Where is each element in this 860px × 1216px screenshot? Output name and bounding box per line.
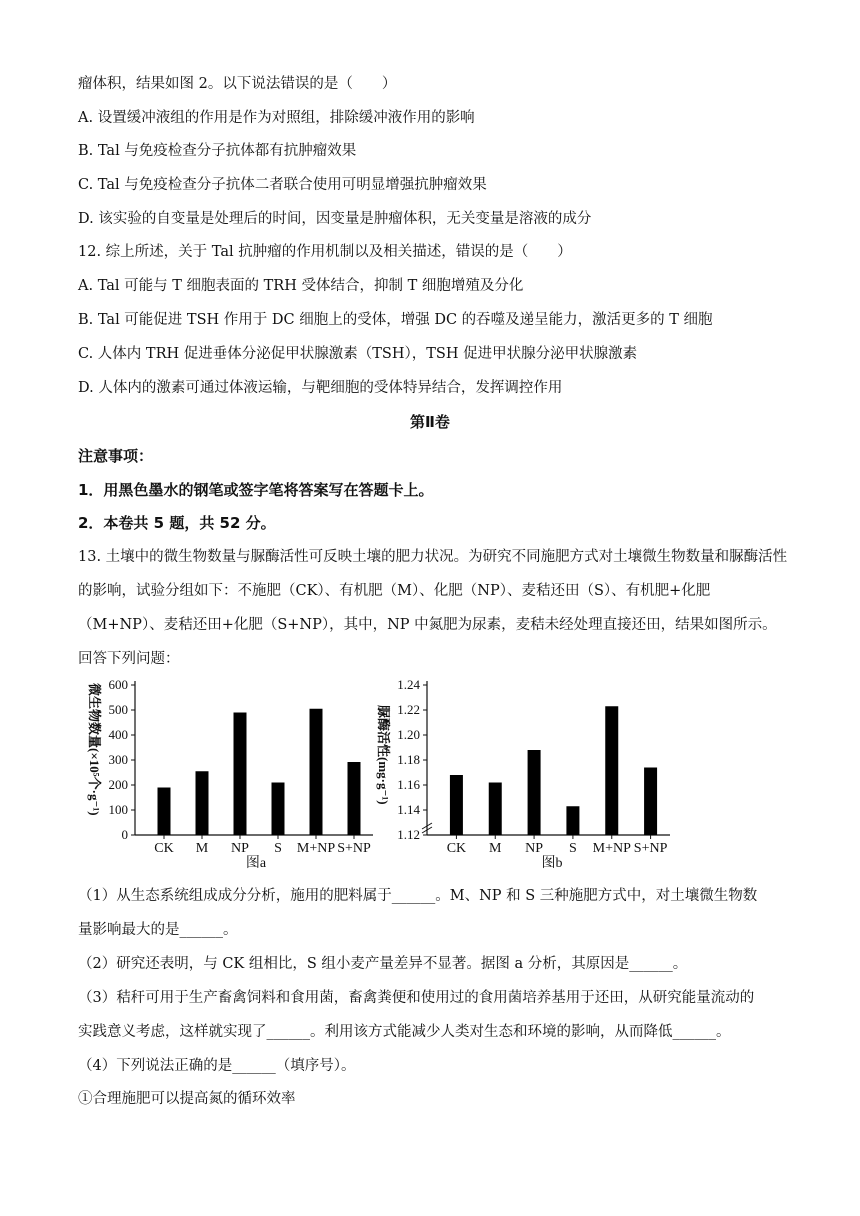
bar [528, 750, 541, 835]
chart-a-title: 图a [245, 856, 267, 871]
option-a: A. 设置缓冲液组的作用是作为对照组，排除缓冲液作用的影响 [78, 110, 475, 126]
question-13-stem: 13. 土壤中的微生物数量与脲酶活性可反映土壤的肥力状况。为研究不同施肥方式对土壤微生物数量和脲酶活性的影响，试验分组如下：不施肥（CK）、有机肥（M）、化肥（NP）、麦秸还田（S）、有机肥+化肥（M+NP）、麦秸还田+化肥（S+NP），其中，NP 中氮肥为尿素，麦秸未经处理直接还田，结果如图所示。回答下列问题： [78, 549, 788, 667]
option-c: C. Tal 与免疫检查分子抗体二者联合使用可明显增强抗肿瘤效果 [78, 177, 487, 193]
x-tick-label: M [195, 841, 209, 856]
q12-option-c: C. 人体内 TRH 促进垂体分泌促甲状腺激素（TSH），TSH 促进甲状腺分泌甲状腺激素 [78, 346, 638, 362]
q13-part-3a: （3）秸秆可用于生产畜禽饲料和食用菌，畜禽粪便和使用过的食用菌培养基用于还田，从研究能量流动的 [78, 990, 755, 1006]
option-d: D. 该实验的自变量是处理后的时间，因变量是肿瘤体积，无关变量是溶液的成分 [78, 211, 592, 227]
y-tick-label: 400 [108, 727, 128, 742]
q13-part-3b: 实践意义考虑，这样就实现了______。利用该方式能减少人类对生态和环境的影响，从而降低______。 [78, 1024, 731, 1040]
q12-option-b: B. Tal 可能促进 TSH 作用于 DC 细胞上的受体，增强 DC 的吞噬及递呈能力，激活更多的 T 细胞 [78, 312, 713, 328]
section-title: 第Ⅱ卷 [410, 413, 450, 431]
bar [196, 771, 209, 835]
x-tick-label: S [274, 841, 282, 856]
x-tick-label: S+NP [633, 841, 668, 856]
x-tick-label: S [569, 841, 577, 856]
bar [644, 768, 657, 836]
bar [605, 706, 618, 835]
y-tick-label: 1.20 [397, 727, 420, 742]
y-tick-label: 1.18 [397, 752, 420, 767]
y-tick-label: 600 [108, 677, 128, 692]
y-tick-label: 0 [121, 827, 128, 842]
notice-item-2: 2．本卷共 5 题，共 52 分。 [78, 514, 276, 532]
y-tick-label: 100 [108, 802, 128, 817]
chart-b-title: 图b [541, 856, 563, 871]
chart-a [78, 675, 378, 875]
y-tick-label: 1.14 [397, 802, 420, 817]
x-tick-label: CK [154, 841, 174, 856]
q13-option-1: ①合理施肥可以提高氮的循环效率 [78, 1091, 296, 1107]
x-tick-label: M+NP [592, 841, 631, 856]
y-tick-label: 1.24 [397, 677, 420, 692]
q13-part-2: （2）研究还表明，与 CK 组相比，S 组小麦产量差异不显著。据图 a 分析，其原因是______。 [78, 956, 688, 972]
y-tick-label: 200 [108, 777, 128, 792]
bar [234, 713, 247, 836]
chart-b [375, 675, 675, 875]
bar [310, 709, 323, 835]
notice-title: 注意事项： [78, 447, 154, 465]
q13-part-4: （4）下列说法正确的是______（填序号）。 [78, 1058, 356, 1074]
bar [450, 775, 463, 835]
q13-part-1b: 量影响最大的是______。 [78, 922, 238, 938]
x-tick-label: NP [231, 841, 249, 856]
bar [158, 788, 171, 836]
x-tick-label: CK [446, 841, 467, 856]
question-stem-continuation: 瘤体积，结果如图 2。以下说法错误的是（ ） [78, 76, 397, 92]
question-12: 12. 综上所述，关于 Tal 抗肿瘤的作用机制以及相关描述，错误的是（ ） [78, 244, 572, 260]
y-tick-label: 300 [108, 752, 128, 767]
bar [272, 783, 285, 836]
option-b: B. Tal 与免疫检查分子抗体都有抗肿瘤效果 [78, 143, 357, 159]
q13-part-1a: （1）从生态系统组成成分分析，施用的肥料属于______。M、NP 和 S 三种施肥方式中，对土壤微生物数 [78, 888, 758, 904]
x-tick-label: M [489, 841, 502, 856]
x-tick-label: NP [525, 841, 544, 856]
notice-item-1: 1．用黑色墨水的钢笔或签字笔将答案写在答题卡上。 [78, 481, 434, 499]
y-tick-label: 500 [108, 702, 128, 717]
bar [566, 806, 579, 835]
q12-option-d: D. 人体内的激素可通过体液运输，与靶细胞的受体特异结合，发挥调控作用 [78, 380, 563, 396]
chart-a-ylabel: 微生物数量(×10⁵个·g⁻¹) [87, 683, 102, 816]
y-tick-label: 1.22 [397, 702, 420, 717]
bar [489, 783, 502, 836]
x-tick-label: S+NP [337, 841, 371, 856]
q12-option-a: A. Tal 可能与 T 细胞表面的 TRH 受体结合，抑制 T 细胞增殖及分化 [78, 278, 524, 294]
chart-b-ylabel: 脲酶活性(mg·g⁻¹) [376, 705, 391, 805]
y-tick-label: 1.12 [397, 827, 420, 842]
y-tick-label: 1.16 [397, 777, 420, 792]
bar [348, 762, 361, 835]
x-tick-label: M+NP [296, 841, 336, 856]
